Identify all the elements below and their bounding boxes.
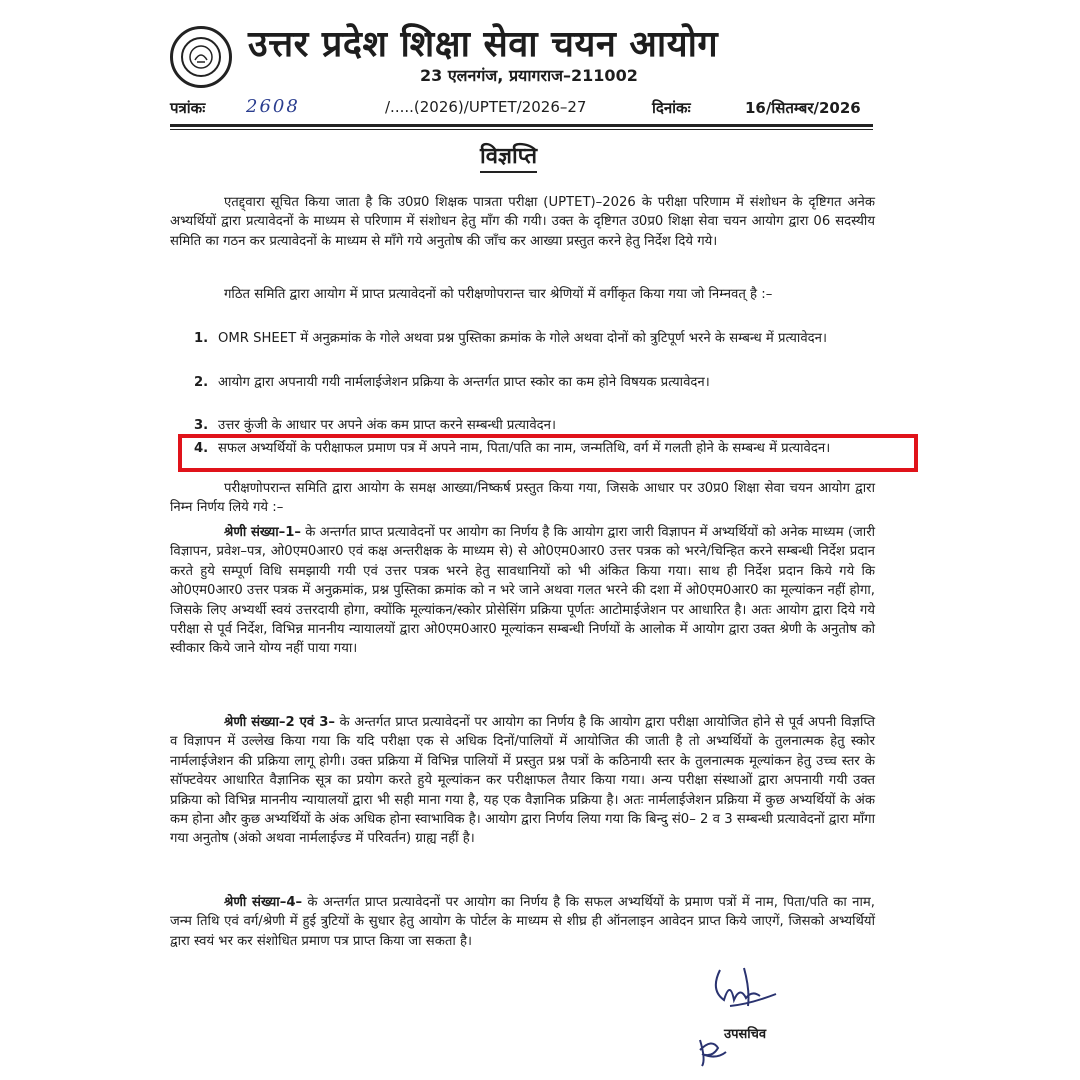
list-number: 1. bbox=[194, 331, 209, 346]
list-text: उत्तर कुंजी के आधार पर अपने अंक कम प्राप्त करने सम्बन्धी प्रत्यावेदन। bbox=[218, 418, 556, 433]
list-text: OMR SHEET में अनुक्रमांक के गोले अथवा प्रश्न पुस्तिका क्रमांक के गोले अथवा दोनों को त्रुटिपूर्ण भरने के सम्बन्ध में प्रत्यावेदन। bbox=[218, 331, 827, 346]
list-number: 4. bbox=[194, 441, 209, 456]
list-item bbox=[194, 329, 875, 348]
ref-label: पत्रांकः bbox=[170, 99, 206, 117]
list-item bbox=[194, 373, 875, 392]
signature-block bbox=[700, 960, 820, 1070]
decision-paragraph-2 bbox=[170, 713, 875, 849]
list-text: आयोग द्वारा अपनायी गयी नार्मलाईजेशन प्रक्रिया के अन्तर्गत प्राप्त स्कोर का कम होने विषयक प्रत्यावेदन। bbox=[218, 375, 710, 390]
decision-text: के अन्तर्गत प्राप्त प्रत्यावेदनों पर आयोग का निर्णय है कि सफल अभ्यर्थियों के प्रमाण पत्रों में नाम, पिता/पति का नाम, जन्म तिथि एवं वर्ग/श्रेणी में हुई त्रुटियों के सुधार हेतु आयोग के पोर्टल के माध्यम से शीघ्र ही ऑनलाइन आवेदन प्राप्त किये जाएगें, जिसको अभ्यर्थियों द्वारा स्वयं भर कर संशोधित प्रमाण पत्र प्राप्त किया जा सकता है। bbox=[170, 895, 875, 949]
header-divider bbox=[170, 124, 873, 127]
decision-heading: श्रेणी संख्या–2 एवं 3– bbox=[224, 715, 335, 730]
organization-name: उत्तर प्रदेश शिक्षा सेवा चयन आयोग bbox=[248, 24, 719, 65]
decision-text: के अन्तर्गत प्राप्त प्रत्यावेदनों पर आयोग का निर्णय है कि आयोग द्वारा परीक्षा आयोजित होने से पूर्व अपनी विज्ञप्ति व विज्ञापन में उल्लेख किया गया कि यदि परीक्षा एक से अधिक दिनों/पालियों में आयोजित की जाती है तो अभ्यर्थियों के तुलनात्मक हेतु स्कोर नार्मलाईजेशन की प्रक्रिया लागू होगी। उक्त प्रक्रिया में विभिन्न पालियों में प्रस्तुत प्रश्न पत्रों के कठिनायी स्तर के तुलनात्मक मूल्यांकन हेतु उच्च स्तर के सॉफ्टवेयर आधारित वैज्ञानिक सूत्र का प्रयोग करते हुये मूल्यांकन कर परीक्षाफल तैयार किया गया। अन्य परीक्षा संस्थाओं द्वारा अपनायी गयी उक्त प्रक्रिया को विभिन्न माननीय न्यायालयों द्वारा भी सही माना गया है, यह एक वैज्ञानिक प्रक्रिया है। अतः नार्मलाईजेशन प्रक्रिया में कुछ अभ्यर्थियों के अंक कम होना और कुछ अभ्यर्थियों के अंक अधिक होना स्वाभाविक है। आयोग द्वारा निर्णय लिया गया कि बिन्दु सं0– 2 व 3 सम्बन्धी प्रत्यावेदनों द्वारा माँगा गया अनुतोष (अंको अथवा नार्मलाईज्ड में परिवर्तन) ग्राह्य नहीं है। bbox=[170, 715, 876, 847]
header-divider-thin bbox=[170, 129, 873, 130]
date-label: दिनांकः bbox=[652, 99, 691, 117]
date-value: 16/सितम्बर/2026 bbox=[745, 99, 861, 117]
list-item bbox=[194, 416, 875, 435]
decision-paragraph-1 bbox=[170, 523, 875, 659]
ref-number: 2608 bbox=[246, 96, 300, 117]
decision-paragraph-3 bbox=[170, 893, 875, 951]
review-paragraph: परीक्षणोपरान्त समिति द्वारा आयोग के समक्ष आख्या/निष्कर्ष प्रस्तुत किया गया, जिसके आधार पर उ0प्र0 शिक्षा सेवा चयन आयोग द्वारा निम्न निर्णय लिये गये :– bbox=[170, 481, 875, 516]
list-text: सफल अभ्यर्थियों के परीक्षाफल प्रमाण पत्र में अपने नाम, पिता/पति का नाम, जन्मतिथि, वर्ग में गलती होने के सम्बन्ध में प्रत्यावेदन। bbox=[218, 441, 831, 456]
committee-paragraph: गठित समिति द्वारा आयोग में प्राप्त प्रत्यावेदनों को परीक्षणोपरान्त चार श्रेणियों में वर्गीकृत किया गया जो निम्नवत् है :– bbox=[224, 287, 773, 302]
designation: उपसचिव bbox=[724, 1027, 767, 1042]
decision-text: के अन्तर्गत प्राप्त प्रत्यावेदनों पर आयोग का निर्णय है कि आयोग द्वारा जारी विज्ञापन में अभ्यर्थियों को अनेक माध्यम (जारी विज्ञापन, प्रवेश–पत्र, ओ0एम0आर0 एवं कक्ष अन्तरीक्षक के माध्यम से) से ओ0एम0आर0 उत्तर पत्रक को भरने/चिन्हित करने सम्बन्धी निर्देश प्रदान करते हुये सम्पूर्ण विधि समझायी गयी एवं उत्तर पत्रक भरने हेतु सावधानियों को भी अंकित किया गया। साथ ही निर्देश प्रदान किये गये कि ओ0एम0आर0 उत्तर पत्रक में अनुक्रमांक, प्रश्न पुस्तिका क्रमांक को न भरे जाने अथवा गलत भरने की दशा में ओ0एम0आर0 का मूल्यांकन नहीं होगा, जिसके लिए अभ्यर्थी स्वयं उत्तरदायी होगा, क्योंकि मूल्यांकन/स्कोर प्रोसेसिंग प्रक्रिया पूर्णतः आटोमाईजेशन पर आधारित है। अतः आयोग द्वारा दिये गये परीक्षा से पूर्व निर्देश, विभिन्न माननीय न्यायालयों द्वारा ओ0एम0आर0 मूल्यांकन सम्बन्धी निर्णयों के आलोक में आयोग द्वारा उक्त श्रेणी के अनुतोष को स्वीकार किये जाने योग्य नहीं पाया गया। bbox=[170, 525, 876, 657]
initial-mark bbox=[692, 1030, 732, 1070]
decision-heading: श्रेणी संख्या–4– bbox=[224, 895, 303, 910]
ref-code: /.....(2026)/UPTET/2026–27 bbox=[385, 98, 587, 116]
highlight-box bbox=[178, 434, 918, 472]
notice-title: विज्ञप्ति bbox=[480, 143, 537, 173]
signature-mark bbox=[700, 960, 790, 1020]
government-seal-icon bbox=[170, 26, 232, 88]
reference-row bbox=[170, 98, 870, 122]
notice-document bbox=[140, 0, 940, 1080]
organization-address: 23 एलनगंज, प्रयागराज–211002 bbox=[420, 66, 638, 85]
list-number: 3. bbox=[194, 418, 209, 433]
intro-paragraph: एतद्द्वारा सूचित किया जाता है कि उ0प्र0 शिक्षक पात्रता परीक्षा (UPTET)–2026 के परीक्षा परिणाम में संशोधन के दृष्टिगत अनेक अभ्यर्थियों द्वारा प्रत्यावेदनों के माध्यम से परिणाम में संशोधन हेतु माँग की गयी। उक्त के दृष्टिगत उ0प्र0 शिक्षा सेवा चयन आयोग द्वारा 06 सदस्यीय समिति का गठन कर प्रत्यावेदनों के माध्यम से माँगे गये अनुतोष की जाँच कर आख्या प्रस्तुत करने हेतु निर्देश दिये गये। bbox=[170, 195, 875, 249]
list-number: 2. bbox=[194, 375, 209, 390]
decision-heading: श्रेणी संख्या–1– bbox=[224, 525, 302, 540]
